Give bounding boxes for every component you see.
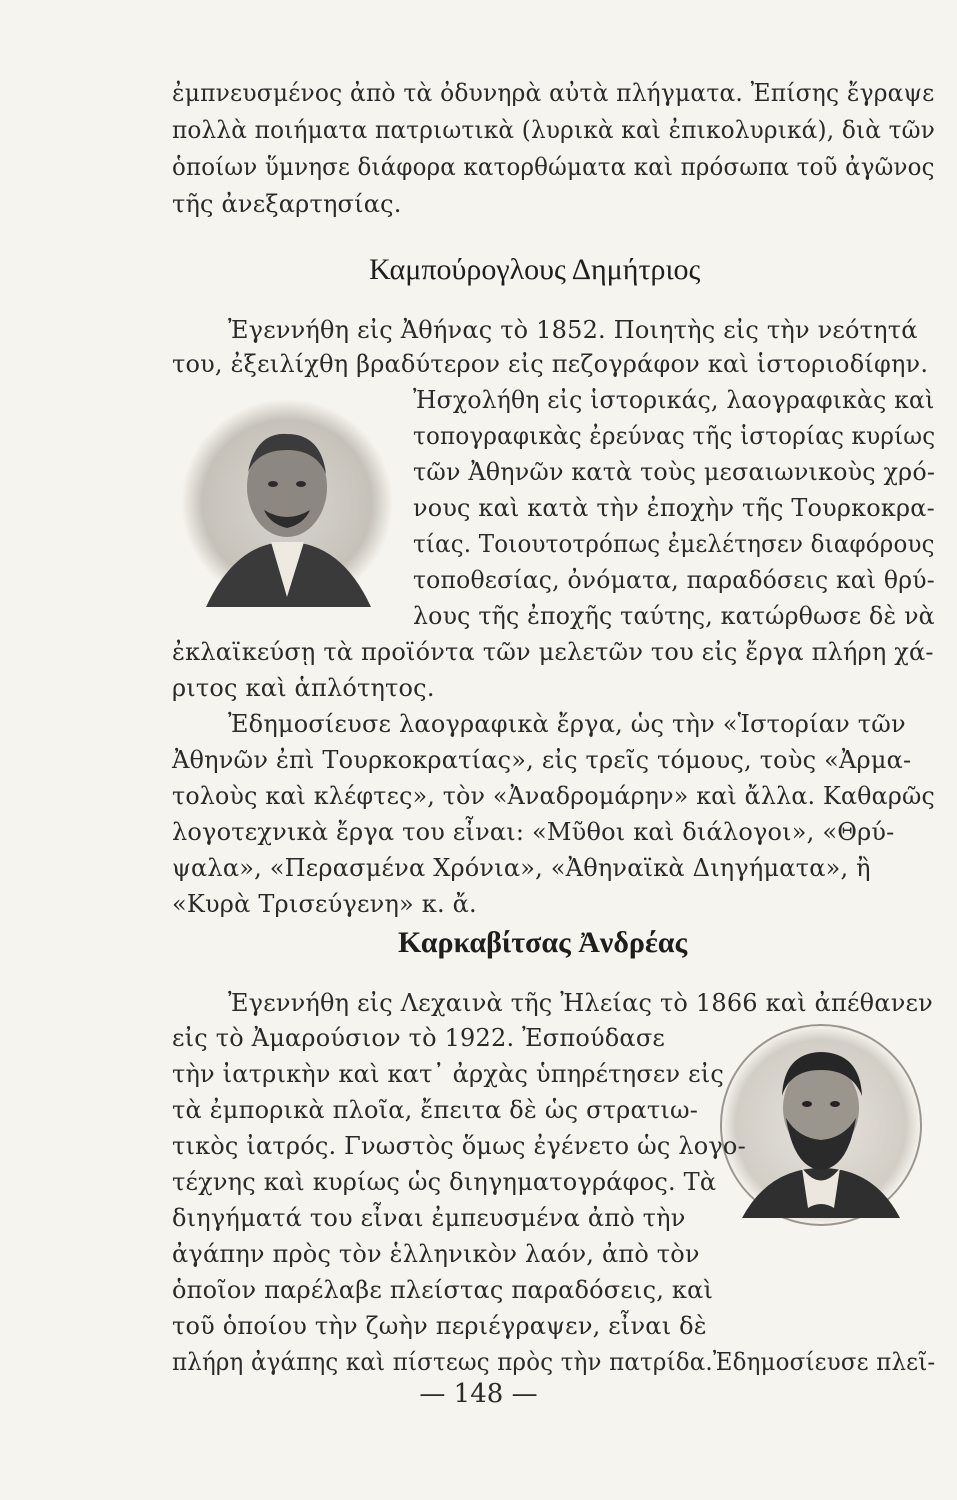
section2-line: τὰ ἐμπορικὰ πλοῖα, ἔπειτα δὲ ὡς στρατιω- [172, 1096, 699, 1124]
section2-line: Ἐγεννήθη εἰς Λεχαινὰ τῆς Ἠλείας τὸ 1866 καὶ ἀπέθανεν [228, 989, 933, 1017]
portrait-engraving-icon [714, 1018, 928, 1232]
section1-line: ψαλα», «Περασμένα Χρόνια», «Ἀθηναϊκὰ Διηγήματα», ἢ [172, 854, 871, 882]
intro-line: ἐμπνευσμένος ἀπὸ τὰ ὀδυνηρὰ αὐτὰ πλήγματα. Ἐπίσης ἔγραψε [172, 79, 935, 107]
section2-line: πλήρη ἀγάπης καὶ πίστεως πρὸς τὴν πατρίδα.Ἐδημοσίευσε πλεῖ- [172, 1348, 936, 1376]
section1-line: τολοὺς καὶ κλέφτες», τὸν «Ἀναδρομάρην» καὶ ἄλλα. Καθαρῶς [172, 782, 935, 810]
portrait-engraving-icon [176, 392, 398, 614]
section1-line: «Κυρὰ Τρισεύγενη» κ. ἄ. [172, 890, 477, 918]
section1-line: λους τῆς ἐποχῆς ταύτης, κατώρθωσε δὲ νὰ [413, 602, 935, 630]
intro-line: τῆς ἀνεξαρτησίας. [172, 190, 402, 218]
intro-line: ὁποίων ὕμνησε διάφορα κατορθώματα καὶ πρόσωπα τοῦ ἀγῶνος [172, 153, 935, 181]
section1-line: ριτος καὶ ἁπλότητος. [172, 674, 435, 702]
section1-line: Ἐγεννήθη εἰς Ἀθήνας τὸ 1852. Ποιητὴς εἰς τὴν νεότητά [228, 316, 918, 344]
section2-line: τέχνης καὶ κυρίως ὡς διηγηματογράφος. Τὰ [172, 1168, 717, 1196]
section2-line: διηγήματά του εἶναι ἐμπευσμένα ἀπὸ τὴν [172, 1204, 686, 1232]
section1-line: νους καὶ κατὰ τὴν ἐποχὴν τῆς Τουρκοκρα- [413, 494, 935, 522]
section1-line: τοποθεσίας, ὀνόματα, παραδόσεις καὶ θρύ- [413, 566, 935, 594]
section1-line: Ἐδημοσίευσε λαογραφικὰ ἔργα, ὡς τὴν «Ἱστορίαν τῶν [228, 710, 906, 738]
section1-line: τῶν Ἀθηνῶν κατὰ τοὺς μεσαιωνικοὺς χρό- [413, 458, 936, 486]
section1-line: Ἠσχολήθη εἰς ἱστορικάς, λαογραφικὰς καὶ [413, 386, 935, 414]
section2-line: τοῦ ὁποίου τὴν ζωὴν περιέγραψεν, εἶναι δὲ [172, 1312, 707, 1340]
section1-line: τοπογραφικὰς ἐρεύνας τῆς ἱστορίας κυρίως [413, 422, 936, 450]
section2-line: ἀγάπην πρὸς τὸν ἑλληνικὸν λαόν, ἀπὸ τὸν [172, 1240, 700, 1268]
section-heading: Καμπούρογλους Δημήτριος [369, 253, 701, 286]
section1-line: Ἀθηνῶν ἐπὶ Τουρκοκρατίας», εἰς τρεῖς τόμους, τοὺς «Ἀρμα- [172, 746, 912, 774]
section1-line: του, ἐξειλίχθη βραδύτερον εἰς πεζογράφον καὶ ἱστοριοδίφην. [172, 350, 929, 378]
section1-line: ἐκλαϊκεύσῃ τὰ προϊόντα τῶν μελετῶν του εἰς ἔργα πλήρη χά- [172, 638, 934, 666]
section1-line: τίας. Τοιουτοτρόπως ἐμελέτησεν διαφόρους [413, 530, 935, 558]
section1-line: λογοτεχνικὰ ἔργα του εἶναι: «Μῦθοι καὶ διάλογοι», «Θρύ- [172, 818, 895, 846]
page-number: — 148 — [419, 1379, 538, 1409]
section2-line: εἰς τὸ Ἀμαρούσιον τὸ 1922. Ἐσπούδασε [172, 1024, 666, 1052]
section-heading: Καρκαβίτσας Ἀνδρέας [398, 926, 688, 959]
intro-line: πολλὰ ποιήματα πατριωτικὰ (λυρικὰ καὶ ἐπικολυρικά), διὰ τῶν [172, 116, 935, 144]
section2-line: ὁποῖον παρέλαβε πλείστας παραδόσεις, καὶ [172, 1276, 714, 1304]
section2-line: τικὸς ἰατρός. Γνωστὸς ὅμως ἐγένετο ὡς λογο- [172, 1132, 746, 1160]
section2-line: τὴν ἰατρικὴν καὶ κατ᾽ ἀρχὰς ὑπηρέτησεν εἰς [172, 1060, 725, 1088]
